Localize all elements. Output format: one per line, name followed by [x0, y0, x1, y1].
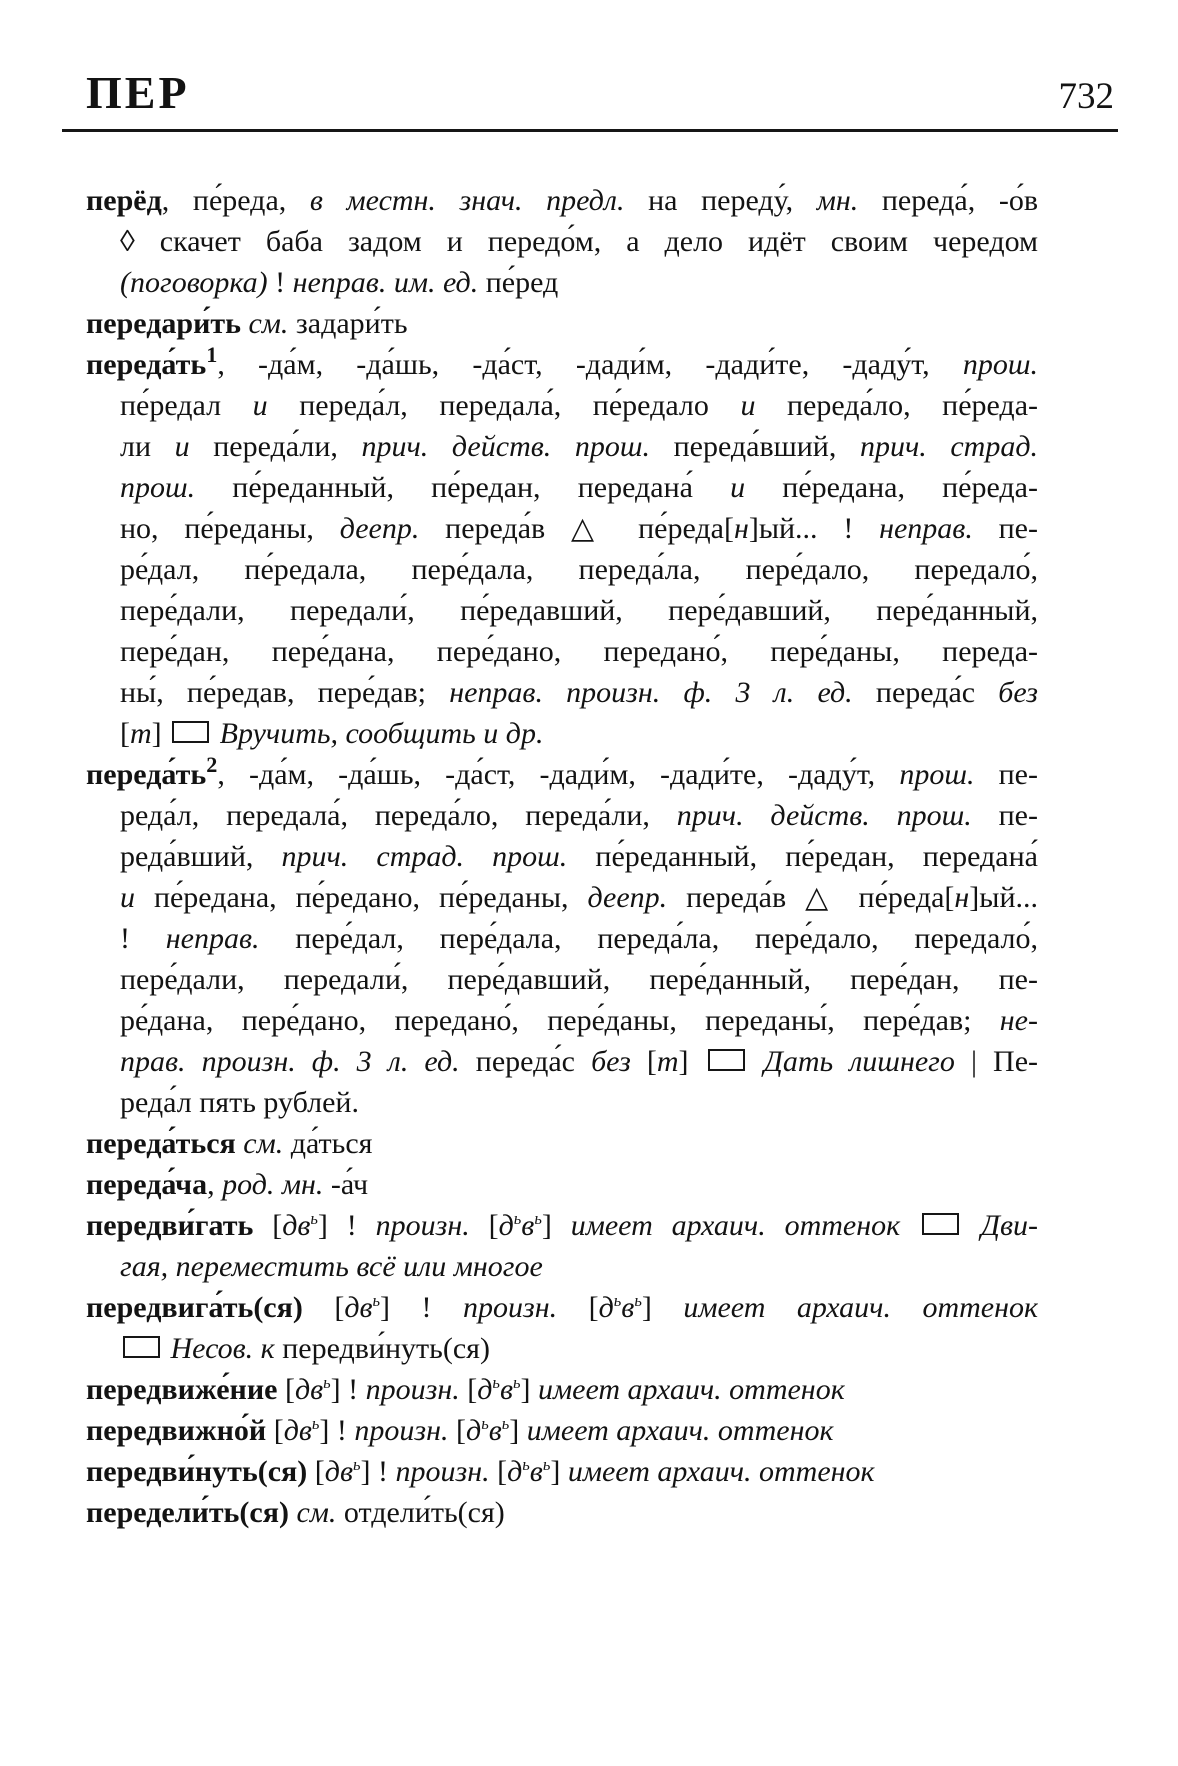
entry-text: переда́в △ пе́реда[: [419, 512, 734, 545]
grammar-label: дв: [294, 1373, 324, 1406]
headword: передари́ть: [86, 307, 241, 340]
entry-line: [86, 549, 1038, 590]
header-rule: [62, 129, 1118, 132]
grammar-label: прич. страд. прош.: [281, 840, 568, 873]
grammar-label: произн.: [463, 1291, 558, 1324]
entry-line: [86, 713, 1038, 754]
entry-text: на переду́,: [624, 184, 817, 217]
definition-rectangle-icon: [922, 1213, 959, 1235]
grammar-label: деепр.: [587, 881, 668, 914]
grammar-label: неправ. им. ед.: [292, 266, 479, 299]
grammar-label: Несов. к: [170, 1332, 275, 1365]
entry-text: переда́с: [459, 1045, 592, 1078]
grammar-label: прав. произн. ф. 3 л. ед.: [120, 1045, 460, 1078]
dictionary-entry: [86, 1287, 1038, 1369]
grammar-label: ь: [542, 1455, 551, 1474]
grammar-label: произн.: [395, 1455, 490, 1488]
grammar-label: ь: [613, 1291, 622, 1310]
grammar-label: дв: [283, 1414, 312, 1447]
grammar-label: прич. действ. прош.: [361, 430, 650, 463]
entry-text: ] !: [317, 1209, 376, 1242]
entry-text: ]: [550, 1455, 568, 1488]
entry-text: ,: [207, 1168, 223, 1201]
entry-text: ре́дал, пе́редала, пере́дала, переда́ла, пере́дало, передало́,: [120, 553, 1038, 586]
grammar-label: ь: [481, 1414, 489, 1433]
grammar-label: т: [130, 717, 152, 750]
entry-line: [86, 467, 1038, 508]
dictionary-entry: [86, 344, 1038, 754]
entry-text: переда́ло, пе́реда-: [755, 389, 1038, 422]
entry-text: [: [469, 1209, 499, 1242]
entry-line: [86, 631, 1038, 672]
homonym-number: 1: [206, 344, 218, 367]
grammar-label: Дать лишнего: [763, 1045, 955, 1078]
entry-text: -а́ч: [323, 1168, 369, 1201]
grammar-label: т: [656, 1045, 679, 1078]
homonym-number: 2: [206, 754, 218, 777]
entry-text: пе́редал: [120, 389, 253, 422]
dictionary-entry: [86, 1369, 1038, 1410]
entry-text: [: [266, 1414, 284, 1447]
grammar-label: и: [174, 430, 190, 463]
entry-line: [86, 303, 1038, 344]
dictionary-entry: [86, 1205, 1038, 1287]
entry-text: ] !: [319, 1414, 355, 1447]
entry-text: [962, 1209, 981, 1242]
grammar-label: (поговорка): [120, 266, 268, 299]
grammar-label: ь: [352, 1455, 361, 1474]
dictionary-entry: [86, 1123, 1038, 1164]
entry-text: ◊ скачет баба задом и передо́м, а дело идёт своим чередом: [120, 225, 1038, 258]
grammar-label: неправ.: [165, 922, 260, 955]
running-head: ПЕР: [86, 67, 190, 118]
entry-text: пере́дали, передали́, пе́редавший, пере́давший, пере́данный,: [120, 594, 1038, 627]
entry-line: [86, 590, 1038, 631]
entry-text: , -да́м, -да́шь, -да́ст, -дади́м, -дади́те, -даду́т,: [217, 348, 963, 381]
entry-text: ]: [520, 1373, 538, 1406]
dictionary-entry: [86, 754, 1038, 1123]
entry-text: пере́дан, пере́дана, пере́дано, передано́, пере́даны, переда-: [120, 635, 1038, 668]
grammar-label: в: [529, 1455, 543, 1488]
grammar-label: прош.: [899, 758, 975, 791]
entry-text: реда́л пять рублей.: [120, 1086, 359, 1119]
grammar-label: ь: [512, 1373, 521, 1392]
grammar-label: ь: [311, 1414, 320, 1433]
grammar-label: см.: [243, 1127, 284, 1160]
grammar-label: имеет архаич. оттенок: [567, 1455, 875, 1488]
entry-text: ] !: [360, 1455, 396, 1488]
grammar-label: прош.: [120, 471, 196, 504]
entry-line: [86, 1328, 1038, 1369]
entry-text: [900, 1209, 919, 1242]
grammar-label: д: [598, 1291, 614, 1324]
entry-text: ны́, пе́редав, пере́дав;: [120, 676, 450, 709]
grammar-label: прич. страд.: [859, 430, 1038, 463]
headword: передвига́ть(ся): [86, 1291, 303, 1324]
entry-text: пе́реданный, пе́редан, передана́: [195, 471, 731, 504]
dictionary-entry: [86, 1164, 1038, 1205]
entry-text: пе́редана, пе́реда-: [745, 471, 1038, 504]
grammar-label: и: [120, 881, 135, 914]
entry-text: ] !: [330, 1373, 366, 1406]
grammar-label: деепр.: [339, 512, 420, 545]
entry-line: [86, 1205, 1038, 1246]
grammar-label: род. мн.: [222, 1168, 324, 1201]
entry-text: ]ый... !: [748, 512, 880, 545]
grammar-label: в: [521, 1209, 535, 1242]
entry-line: [86, 1246, 1038, 1287]
entry-line: [86, 877, 1038, 918]
entry-text: пере́дал, пере́дала, переда́ла, пере́дало, передало́,: [259, 922, 1038, 955]
entry-line: [86, 508, 1038, 549]
entry-text: но, пе́реданы,: [120, 512, 340, 545]
grammar-label: Вручить, сообщить и др.: [219, 717, 544, 750]
headword: переда́ть: [86, 758, 207, 791]
dictionary-entry: [86, 180, 1038, 303]
headword: передвиже́ние: [86, 1373, 278, 1406]
page-header: [86, 66, 1114, 119]
entry-text: реда́вший,: [120, 840, 282, 873]
entry-line: [86, 180, 1038, 221]
grammar-label: в: [488, 1414, 502, 1447]
entry-text: [: [630, 1045, 657, 1078]
entry-text: да́ться: [283, 1127, 373, 1160]
grammar-label: см.: [248, 307, 289, 340]
grammar-label: ь: [492, 1373, 500, 1392]
headword: перёд: [86, 184, 162, 217]
headword: передвижно́й: [86, 1414, 267, 1447]
entry-text: пе-: [971, 799, 1038, 832]
entry-text: ли: [120, 430, 175, 463]
dictionary-entry: [86, 303, 1038, 344]
entry-text: пе́реданный, пе́редан, передана́: [567, 840, 1038, 873]
entry-text: [748, 1045, 764, 1078]
entry-text: передви́нуть(ся): [274, 1332, 490, 1365]
headword: переда́ться: [86, 1127, 236, 1160]
grammar-label: в: [621, 1291, 635, 1324]
grammar-label: имеет архаич. оттенок: [537, 1373, 845, 1406]
entry-text: ]: [641, 1291, 684, 1324]
entry-text: [212, 717, 220, 750]
entry-text: ]: [509, 1414, 527, 1447]
grammar-label: произн.: [365, 1373, 460, 1406]
entry-line: [86, 672, 1038, 713]
entry-line: [86, 795, 1038, 836]
grammar-label: н: [954, 881, 970, 914]
headword: передви́нуть(ся): [86, 1455, 308, 1488]
entry-text: !: [267, 266, 293, 299]
entry-line: [86, 1492, 1038, 1533]
entry-text: , пе́реда,: [161, 184, 310, 217]
grammar-label: и: [740, 389, 756, 422]
entry-line: [86, 221, 1038, 262]
entry-text: , -да́м, -да́шь, -да́ст, -дади́м, -дади́те, -даду́т,: [217, 758, 900, 791]
dictionary-entries: [86, 180, 1038, 1533]
entry-text: пе-: [974, 758, 1038, 791]
entry-line: [86, 262, 1038, 303]
grammar-label: см.: [296, 1496, 337, 1529]
grammar-label: неправ.: [879, 512, 973, 545]
entry-text: реда́л, передала́, переда́ло, переда́ли,: [120, 799, 677, 832]
headword: передели́ть(ся): [86, 1496, 289, 1529]
grammar-label: имеет архаич. оттенок: [526, 1414, 834, 1447]
headword: передви́гать: [86, 1209, 254, 1242]
entry-text: [: [448, 1414, 466, 1447]
entry-line: [86, 1082, 1038, 1123]
grammar-label: д: [498, 1209, 514, 1242]
entry-line: [86, 344, 1038, 385]
grammar-label: ь: [522, 1455, 530, 1474]
entry-text: отдели́ть(ся): [336, 1496, 505, 1529]
grammar-label: без: [998, 676, 1038, 709]
entry-line: [86, 1123, 1038, 1164]
grammar-label: ь: [634, 1291, 642, 1310]
entry-text: ]: [151, 717, 170, 750]
entry-text: пе́ред: [478, 266, 559, 299]
grammar-label: произн.: [375, 1209, 470, 1242]
entry-text: ]: [541, 1209, 571, 1242]
entry-text: | Пе-: [954, 1045, 1038, 1078]
entry-text: переда́, -о́в: [858, 184, 1038, 217]
grammar-label: в местн. знач. предл.: [309, 184, 625, 217]
grammar-label: дв: [344, 1291, 373, 1324]
grammar-label: в: [499, 1373, 513, 1406]
entry-text: [: [307, 1455, 325, 1488]
entry-text: !: [120, 922, 166, 955]
grammar-label: дв: [324, 1455, 353, 1488]
entry-line: [86, 1410, 1038, 1451]
entry-text: [: [459, 1373, 478, 1406]
entry-text: пе́редана, пе́редано, пе́реданы,: [135, 881, 588, 914]
entry-line: [86, 1164, 1038, 1205]
entry-line: [86, 385, 1038, 426]
grammar-label: д: [507, 1455, 523, 1488]
entry-text: ]ый...: [969, 881, 1038, 914]
definition-rectangle-icon: [123, 1336, 160, 1358]
entry-line: [86, 1369, 1038, 1410]
grammar-label: д: [466, 1414, 482, 1447]
grammar-label: ь: [501, 1414, 510, 1433]
entry-text: переда́вший,: [650, 430, 860, 463]
grammar-label: ь: [513, 1209, 522, 1228]
entry-line: [86, 918, 1038, 959]
dictionary-entry: [86, 1492, 1038, 1533]
entry-text: [: [253, 1209, 283, 1242]
dictionary-entry: [86, 1410, 1038, 1451]
entry-text: [: [489, 1455, 508, 1488]
grammar-label: д: [477, 1373, 493, 1406]
grammar-label: не-: [999, 1004, 1038, 1037]
definition-rectangle-icon: [708, 1049, 745, 1071]
grammar-label: имеет архаич. оттенок: [570, 1209, 901, 1242]
entry-line: [86, 836, 1038, 877]
entry-line: [86, 1287, 1038, 1328]
headword: переда́ть: [86, 348, 207, 381]
entry-text: ре́дана, пере́дано, передано́, пере́даны, переданы́, пере́дав;: [120, 1004, 1000, 1037]
grammar-label: без: [591, 1045, 631, 1078]
grammar-label: гая, переместить всё или многое: [120, 1250, 543, 1283]
entry-text: [: [557, 1291, 599, 1324]
grammar-label: прич. действ. прош.: [676, 799, 972, 832]
grammar-label: мн.: [816, 184, 859, 217]
grammar-label: произн.: [354, 1414, 449, 1447]
grammar-label: ь: [372, 1291, 381, 1310]
grammar-label: имеет архаич. оттенок: [683, 1291, 1038, 1324]
entry-text: пе-: [972, 512, 1038, 545]
entry-line: [86, 1000, 1038, 1041]
definition-rectangle-icon: [172, 721, 209, 743]
entry-text: [163, 1332, 171, 1365]
entry-line: [86, 959, 1038, 1000]
entry-text: ]: [678, 1045, 705, 1078]
grammar-label: Дви-: [980, 1209, 1038, 1242]
headword: переда́ча: [86, 1168, 208, 1201]
entry-text: [: [120, 717, 130, 750]
entry-text: переда́л, передала́, пе́редало: [267, 389, 741, 422]
dictionary-entry: [86, 1451, 1038, 1492]
dictionary-page: [0, 66, 1178, 1533]
entry-text: переда́ли,: [189, 430, 362, 463]
entry-text: ] !: [380, 1291, 463, 1324]
grammar-label: прош.: [962, 348, 1038, 381]
entry-line: [86, 1041, 1038, 1082]
entry-text: пере́дали, передали́, пере́давший, пере́данный, пере́дан, пе-: [120, 963, 1038, 996]
entry-text: переда́в △ пе́реда[: [667, 881, 955, 914]
entry-text: [: [302, 1291, 345, 1324]
grammar-label: н: [733, 512, 749, 545]
grammar-label: ь: [323, 1373, 331, 1392]
entry-line: [86, 1451, 1038, 1492]
entry-text: переда́с: [852, 676, 999, 709]
entry-text: [: [277, 1373, 295, 1406]
page-number: 732: [1058, 76, 1114, 117]
entry-text: задари́ть: [288, 307, 408, 340]
grammar-label: ь: [310, 1209, 318, 1228]
entry-line: [86, 426, 1038, 467]
grammar-label: и: [730, 471, 746, 504]
entry-line: [86, 754, 1038, 795]
grammar-label: дв: [282, 1209, 311, 1242]
grammar-label: неправ. произн. ф. 3 л. ед.: [449, 676, 853, 709]
grammar-label: ь: [534, 1209, 542, 1228]
grammar-label: и: [252, 389, 268, 422]
